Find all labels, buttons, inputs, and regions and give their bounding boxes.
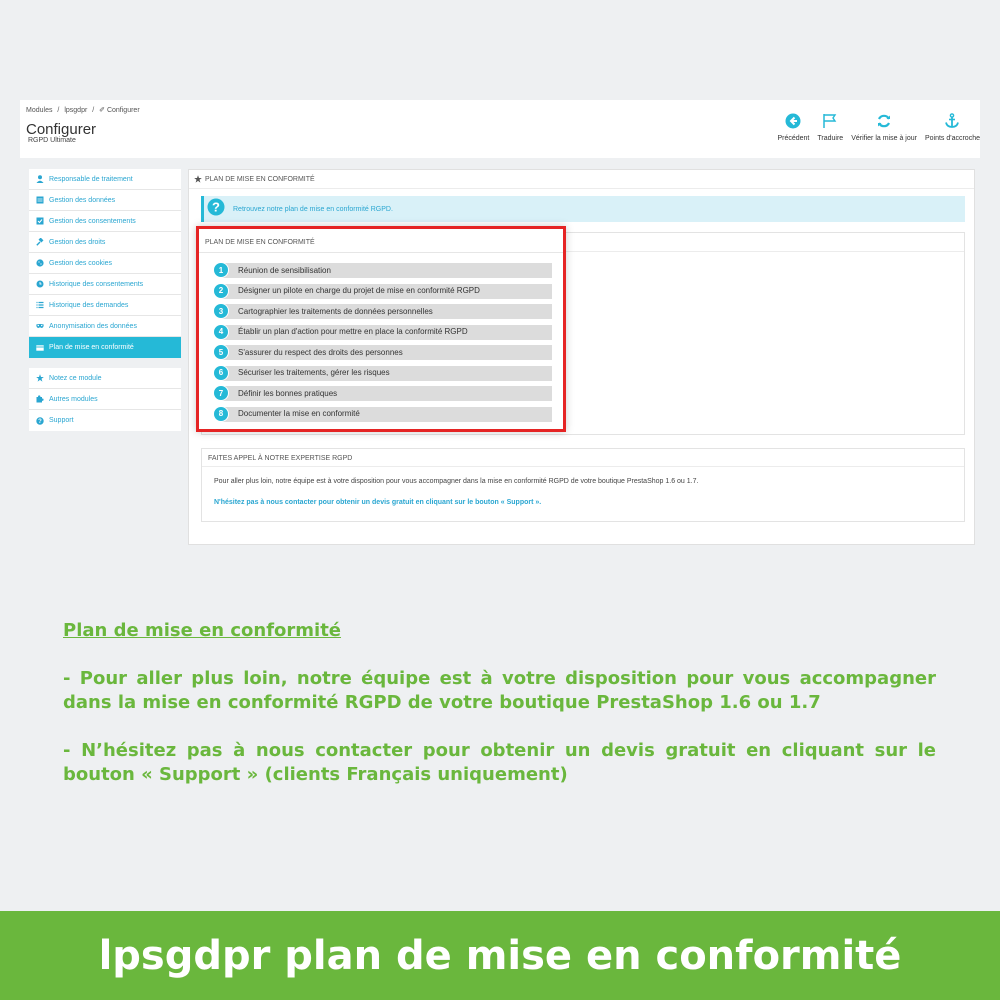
star-icon [194, 175, 202, 183]
step-label: S'assurer du respect des droits des personnes [238, 347, 403, 357]
sidebar-item-label: Autres modules [49, 395, 98, 403]
card-icon [36, 344, 44, 352]
step-item [213, 363, 480, 384]
sidebar-item-label: Gestion des droits [49, 238, 106, 246]
expertise-panel [201, 448, 965, 522]
sidebar-item-label: Gestion des données [49, 196, 116, 204]
gavel-icon [36, 238, 44, 246]
sidebar-item-label: Notez ce module [49, 374, 102, 382]
breadcrumb-module[interactable]: lpsgdpr [64, 107, 88, 114]
alert-text: Retrouvez notre plan de mise en conformité RGPD. [233, 205, 393, 213]
breadcrumb-separator: / [92, 107, 95, 114]
panel-title: PLAN DE MISE EN CONFORMITÉ [205, 175, 315, 183]
sidebar-item-label: Support [49, 417, 74, 424]
sidebar-item-data[interactable] [29, 190, 181, 211]
sidebar-item-cookies[interactable] [29, 253, 181, 274]
question-icon [36, 417, 44, 425]
sidebar-item-controller[interactable] [29, 169, 181, 190]
step-item [213, 281, 480, 302]
check-square-icon [36, 217, 44, 225]
sidebar-item-request-history[interactable] [29, 295, 181, 316]
step-item [213, 404, 480, 425]
check-update-button[interactable] [851, 112, 917, 142]
page-title: Configurer [26, 121, 97, 138]
step-number: 1 [213, 262, 229, 278]
sidebar-item-label: Historique des demandes [49, 301, 129, 309]
divider [199, 252, 563, 253]
step-item [213, 383, 480, 404]
description-paragraph: - N’hésitez pas à nous contacter pour obtenir un devis gratuit en cliquant sur le bouton « Support » (clients Français uniquement) [63, 740, 936, 785]
divider [202, 466, 964, 467]
step-number: 7 [213, 385, 229, 401]
translate-label: Traduire [817, 135, 844, 142]
contact-support-text[interactable]: N'hésitez pas à nous contacter pour obtenir un devis gratuit en cliquant sur le bouton « Support ». [214, 499, 542, 506]
mask-icon [36, 322, 44, 330]
step-number: 3 [213, 303, 229, 319]
sidebar-item-label: Responsable de traitement [49, 175, 133, 183]
page-subtitle: RGPD Ultimate [28, 137, 76, 144]
banner-title: lpsgdpr plan de mise en conformité [98, 932, 902, 979]
step-label: Établir un plan d'action pour mettre en place la conformité RGPD [238, 327, 468, 337]
translate-button[interactable] [817, 112, 843, 142]
step-item [213, 260, 480, 281]
feature-description [63, 619, 936, 787]
sidebar [29, 169, 181, 441]
puzzle-icon [36, 395, 44, 403]
question-circle-icon [207, 198, 225, 221]
sidebar-item-label: Gestion des cookies [49, 259, 113, 267]
sidebar-item-rate[interactable] [29, 368, 181, 389]
flag-icon [821, 112, 839, 130]
sidebar-item-label: Historique des consentements [49, 280, 144, 288]
svg-text:?: ? [212, 199, 220, 214]
divider [189, 188, 974, 189]
sidebar-main-menu [29, 169, 181, 358]
anchor-icon [943, 112, 961, 130]
plan-title: PLAN DE MISE EN CONFORMITÉ [205, 239, 315, 246]
breadcrumb-current: ✐ Configurer [99, 107, 140, 114]
breadcrumb-modules[interactable]: Modules [26, 107, 53, 114]
sidebar-item-label: Anonymisation des données [49, 322, 137, 330]
step-number: 4 [213, 324, 229, 340]
sidebar-item-support[interactable] [29, 410, 181, 431]
list-icon [36, 301, 44, 309]
check-update-label: Vérifier la mise à jour [851, 135, 917, 142]
expertise-title: FAITES APPEL À NOTRE EXPERTISE RGPD [208, 455, 353, 462]
arrow-left-circle-icon [784, 112, 802, 130]
sidebar-item-rights[interactable] [29, 232, 181, 253]
back-button[interactable] [777, 112, 809, 142]
sidebar-item-compliance-plan[interactable] [29, 337, 181, 358]
sidebar-item-consent-history[interactable] [29, 274, 181, 295]
hooks-label: Points d'accroche [924, 135, 980, 142]
history-icon [36, 280, 44, 288]
sidebar-item-consents[interactable] [29, 211, 181, 232]
page-header [20, 100, 980, 158]
step-item [213, 301, 480, 322]
step-label: Définir les bonnes pratiques [238, 388, 338, 398]
expertise-text: Pour aller plus loin, notre équipe est à votre disposition pour vous accompagner dans la mise en conformité RGPD de votre boutique PrestaShop 1.6 ou 1.7. [214, 478, 699, 485]
breadcrumb-separator: / [57, 107, 60, 114]
compliance-steps-highlight [196, 226, 566, 432]
step-label: Documenter la mise en conformité [238, 409, 360, 419]
step-label: Sécuriser les traitements, gérer les risques [238, 368, 390, 378]
sidebar-item-label: Plan de mise en conformité [49, 344, 134, 351]
back-label: Précédent [777, 135, 810, 142]
step-label: Désigner un pilote en charge du projet de mise en conformité RGPD [238, 286, 480, 296]
footer-banner [0, 911, 1000, 1000]
steps-list [213, 260, 480, 424]
svg-text:?: ? [38, 418, 42, 425]
info-alert [201, 196, 965, 222]
refresh-icon [875, 112, 893, 130]
description-title: Plan de mise en conformité [63, 620, 342, 641]
database-icon [36, 196, 44, 204]
hooks-button[interactable] [925, 112, 980, 142]
step-label: Réunion de sensibilisation [238, 265, 331, 275]
breadcrumb [26, 106, 143, 114]
step-item [213, 342, 480, 363]
sidebar-extra-menu [29, 368, 181, 431]
sidebar-item-other-modules[interactable] [29, 389, 181, 410]
sidebar-item-anonymization[interactable] [29, 316, 181, 337]
sidebar-item-label: Gestion des consentements [49, 217, 136, 225]
toolbar [769, 112, 980, 142]
step-number: 8 [213, 406, 229, 422]
cookie-icon [36, 259, 44, 267]
step-number: 6 [213, 365, 229, 381]
star-icon [36, 374, 44, 382]
description-paragraph: - Pour aller plus loin, notre équipe est à votre disposition pour vous accompagner dans la mise en conformité RGPD de votre boutique PrestaShop 1.6 ou 1.7 [63, 668, 936, 713]
step-item [213, 322, 480, 343]
panel-heading [194, 175, 315, 183]
step-label: Cartographier les traitements de données personnelles [238, 306, 433, 316]
step-number: 2 [213, 283, 229, 299]
step-number: 5 [213, 344, 229, 360]
user-icon [36, 175, 44, 183]
